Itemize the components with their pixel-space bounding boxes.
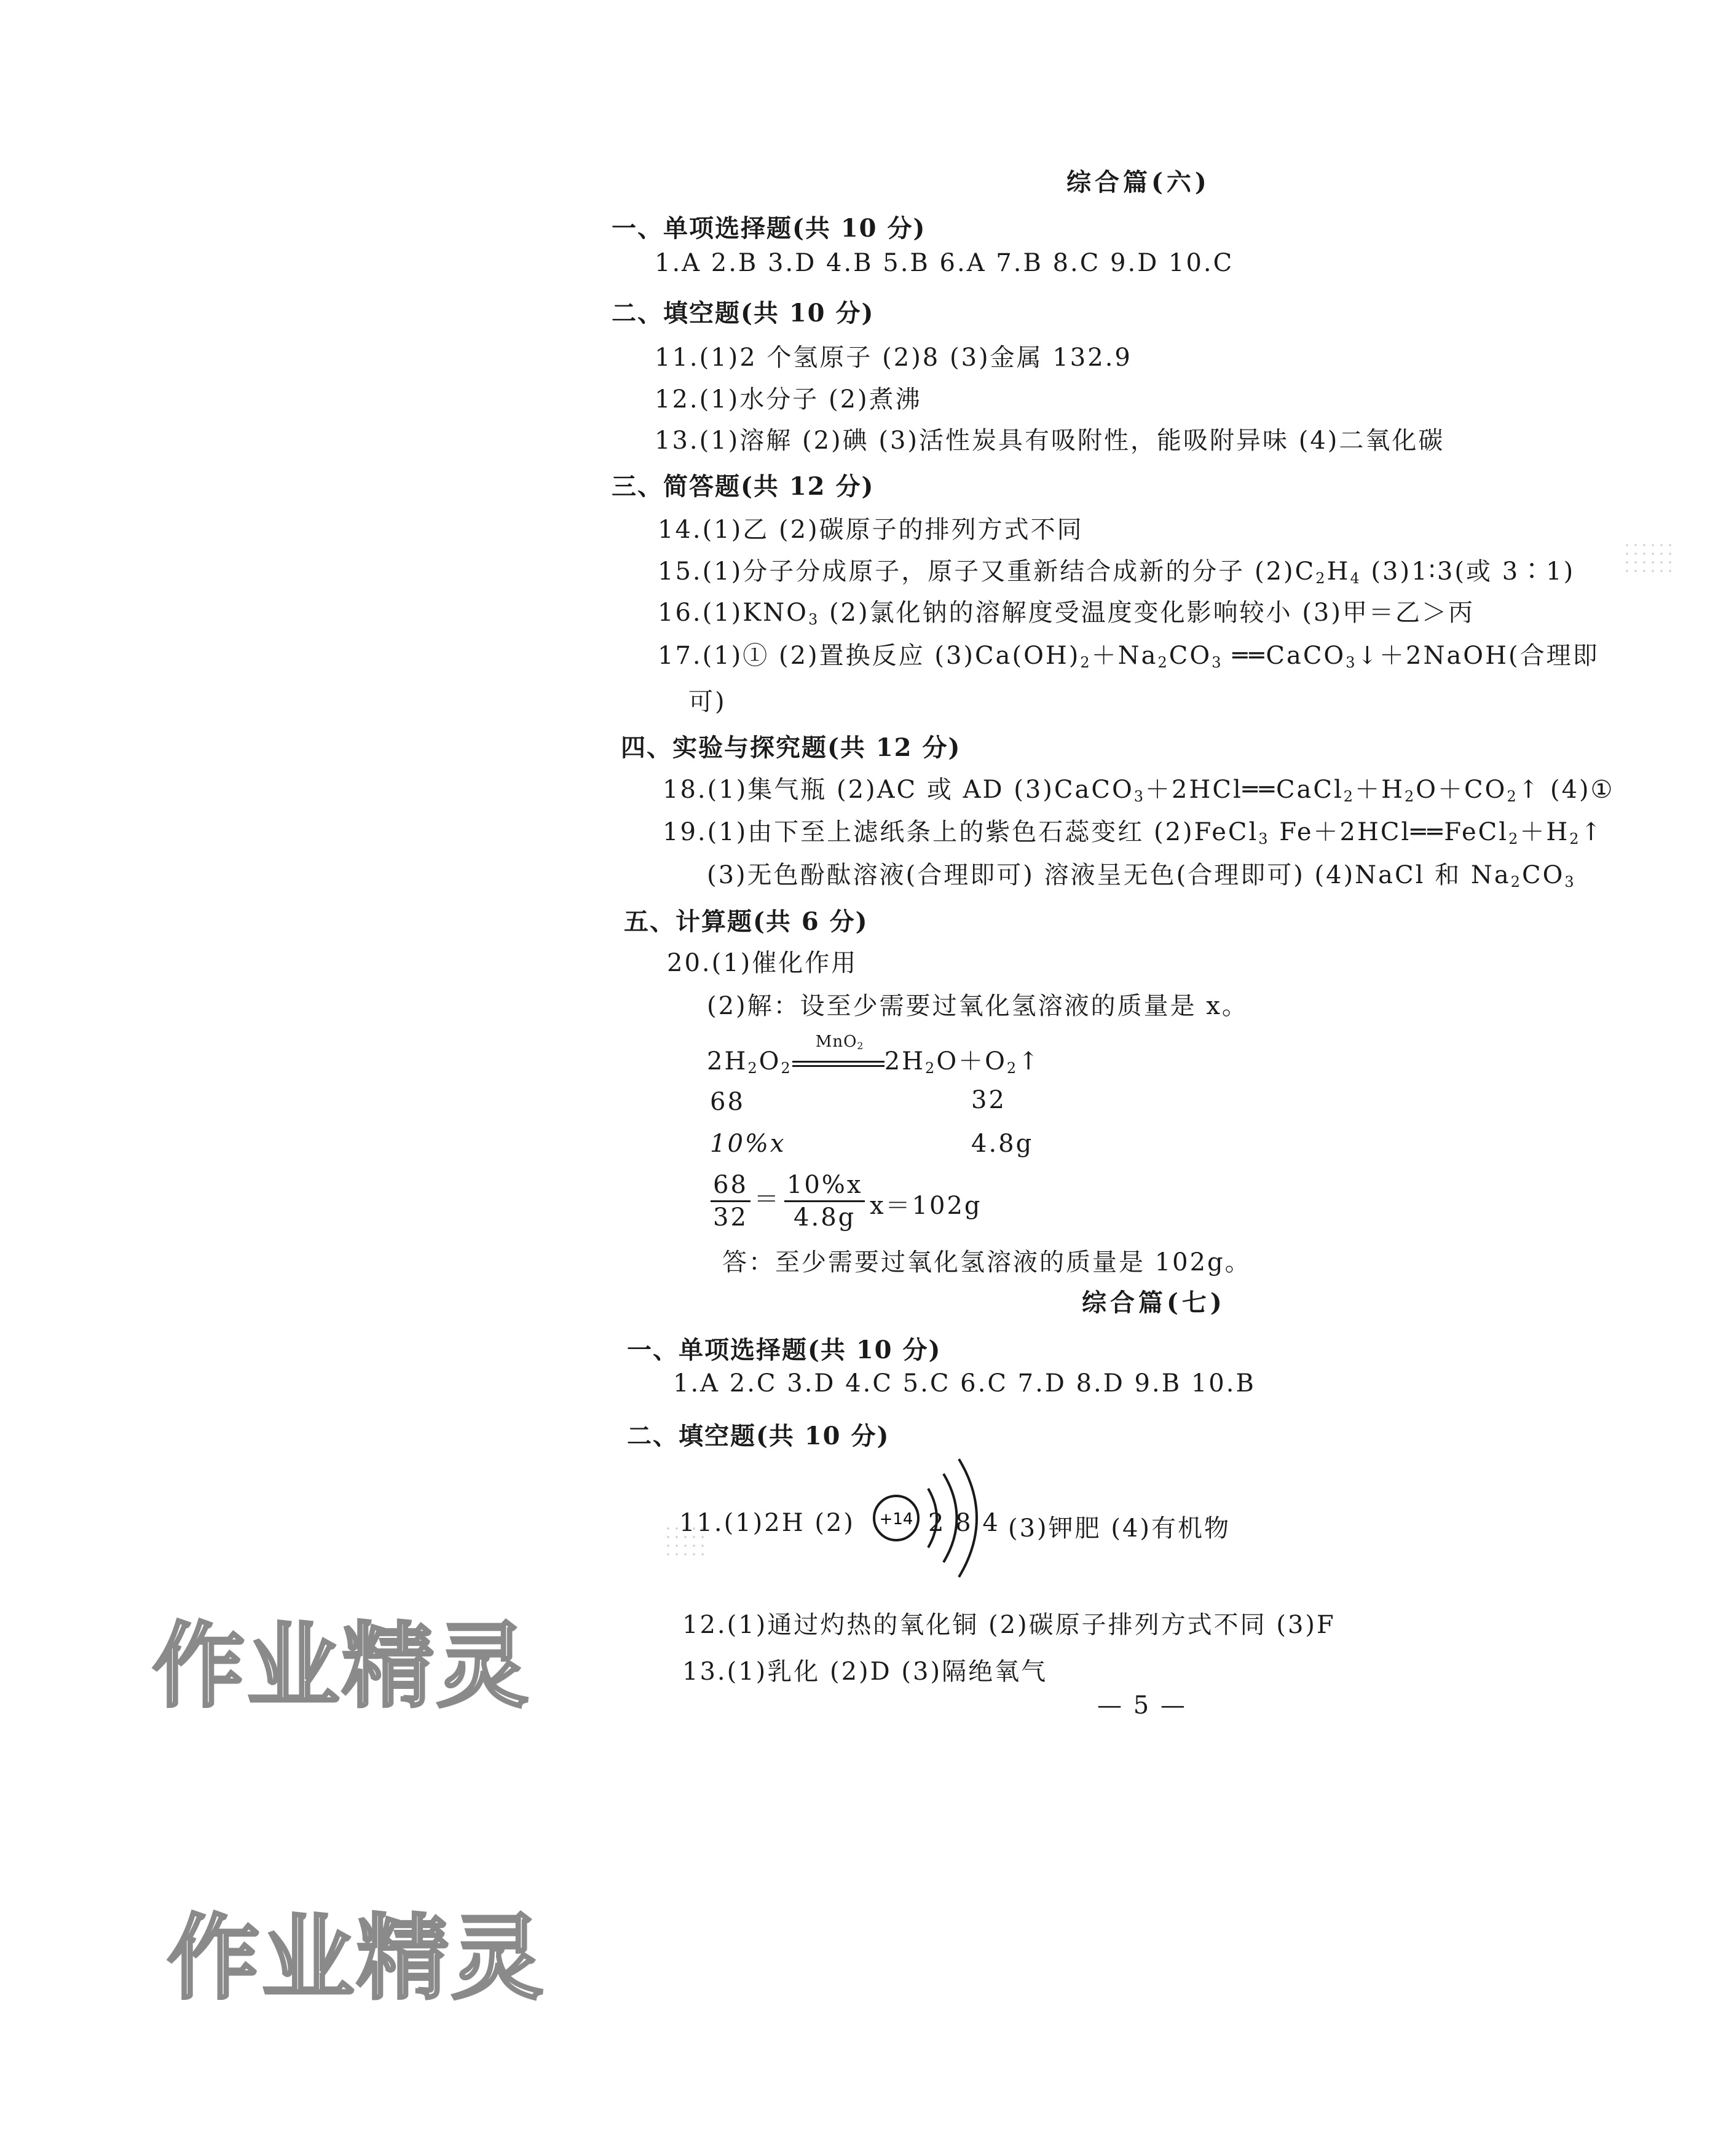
q16: $16.(1)KNO_3$ (2)氯化钠的溶解度受温度变化影响较小 (3)甲＝乙＞丙 <box>658 599 1475 628</box>
fraction-2: $\frac{10\%x}{4.8g}$ <box>784 1171 865 1232</box>
s7-q12: 12.(1)通过灼热的氧化铜 (2)碳原子排列方式不同 (3)F <box>682 1611 1336 1639</box>
page-number: — 5 — <box>1097 1691 1187 1720</box>
q16-part-b: (2)氯化钠的溶解度受温度变化影响较小 (3)甲＝乙＞丙 <box>819 599 1475 627</box>
q12: 12.(1)水分子 (2)煮沸 <box>655 385 922 414</box>
eq-arrow <box>792 1033 885 1069</box>
watermark-logo: 作业精灵 <box>167 1905 546 2012</box>
seven-part1-heading: 一、单项选择题(共 10 分) <box>627 1336 942 1364</box>
equation-double-line <box>792 1061 885 1067</box>
q19-part-d: ↑ <box>1580 818 1604 846</box>
q19-part-c: ＋H <box>1519 818 1570 846</box>
six-part1-heading: 一、单项选择题(共 10 分) <box>612 214 926 243</box>
six-part5-heading: 五、计算题(共 6 分) <box>624 907 869 936</box>
q19: 19.(1)由下至上滤纸条上的紫色石蕊变红 (2)FeCl$_3$ $Fe+2HCl══FeCl_2+H_2↑$ <box>663 818 1604 848</box>
eq-product-rest: O＋O <box>936 1047 1007 1076</box>
q19-part-b: Fe＋2HCl══FeCl <box>1269 818 1509 846</box>
q20-part1: 20.(1)催化作用 <box>667 949 858 977</box>
reaction-equation: $2H_2O_2$ MnO$_2$ $2H_2O+O_2↑$ <box>707 1033 1041 1077</box>
section-six-title: 综合篇(六) <box>1066 168 1210 197</box>
s7-q11 <box>679 1509 855 1537</box>
q18-part-c: ＋H <box>1355 776 1405 804</box>
six-part3-heading: 三、简答题(共 12 分) <box>612 472 875 501</box>
q17-part-c: CO <box>1168 642 1212 670</box>
q19-line2-part-b: CO <box>1521 861 1565 889</box>
s7-q13: 13.(1)乳化 (2)D (3)隔绝氧气 <box>682 1658 1048 1686</box>
six-part2-heading: 二、填空题(共 10 分) <box>612 299 875 328</box>
q19-line2-part-a: (3)无色酚酞溶液(合理即可) 溶液呈无色(合理即可) (4)NaCl 和 Na <box>707 861 1511 889</box>
q17-continued: 可) <box>688 688 727 716</box>
catalyst-label: MnO$_2$ <box>815 1033 864 1052</box>
q18-part-b: ＋2HCl══CaCl <box>1145 776 1344 804</box>
q15-part-a: 15.(1)分子分成原子，原子又重新结合成新的分子 (2)C <box>658 557 1316 586</box>
q15-part-b: H <box>1326 557 1350 586</box>
watermark-logo: 作业精灵 <box>152 1613 532 1720</box>
q18: 18.(1)集气瓶 (2)AC 或 AD $(3)CaCO_3+2HCl══CaCl_2+H_2O+CO_2↑$ (4)① <box>663 776 1615 805</box>
q20-part2: (2)解：设至少需要过氧化氢溶液的质量是 x。 <box>707 992 1248 1020</box>
q18-part-e: ↑ (4)① <box>1518 776 1615 804</box>
q11: 11.(1)2 个氢原子 (2)8 (3)金属 132.9 <box>655 344 1132 372</box>
seven-part2-heading: 二、填空题(共 10 分) <box>627 1422 890 1450</box>
seven-part1-answers: 1.A 2.C 3.D 4.C 5.C 6.C 7.D 8.D 9.B 10.B <box>673 1369 1256 1398</box>
q15: 15.(1)分子分成原子，原子又重新结合成新的分子 $(2)C_2H_4$ (3)1∶3(或 3∶1) <box>658 557 1575 587</box>
actual-mass-left: 10%x <box>710 1130 786 1158</box>
q13: 13.(1)溶解 (2)碘 (3)活性炭具有吸附性，能吸附异味 (4)二氧化碳 <box>655 427 1445 455</box>
eq-gas-arrow: ↑ <box>1018 1047 1041 1076</box>
q17-part-b: ＋Na <box>1091 642 1158 670</box>
six-part1-answers: 1.A 2.B 3.D 4.B 5.B 6.A 7.B 8.C 9.D 10.C <box>655 249 1234 277</box>
q14: 14.(1)乙 (2)碳原子的排列方式不同 <box>658 516 1084 544</box>
nucleus-charge: +14 <box>879 1510 913 1528</box>
eq-product: 2H <box>884 1047 926 1076</box>
x-result: x＝102g <box>870 1192 982 1220</box>
eq-reactant: 2H <box>707 1047 748 1076</box>
six-part4-heading: 四、实验与探究题(共 12 分) <box>621 733 961 762</box>
q16-part-a: 16.(1)KNO <box>658 599 808 627</box>
s7-q11-rest: (3)钾肥 (4)有机物 <box>1008 1514 1231 1543</box>
actual-mass-right: 4.8g <box>971 1130 1034 1158</box>
q17-part-e: ↓＋2NaOH(合理即 <box>1357 642 1599 670</box>
q15-part-c: (3)1∶3(或 3∶1) <box>1361 557 1575 586</box>
q18-part-d: O＋CO <box>1416 776 1507 804</box>
fraction-1: $\frac{68}{32}$ <box>711 1171 751 1232</box>
q17-part-a: 17.(1)① (2)置换反应 (3)Ca(OH) <box>658 642 1081 670</box>
proportion-equation <box>707 1171 869 1232</box>
mass-ratio-left: 68 <box>710 1088 745 1116</box>
final-answer: 答：至少需要过氧化氢溶液的质量是 102g。 <box>722 1248 1251 1277</box>
mass-ratio-right: 32 <box>971 1086 1006 1114</box>
q19-part-a: 19.(1)由下至上滤纸条上的紫色石蕊变红 (2)FeCl <box>663 818 1259 846</box>
q17-part-d: ══CaCO <box>1223 642 1346 670</box>
section-seven-title: 综合篇(七) <box>1082 1288 1226 1317</box>
fraction-equals: ＝ <box>754 1185 781 1214</box>
electron-counts: 2 8 4 <box>928 1509 1000 1537</box>
scan-noise <box>1623 541 1672 578</box>
eq-reactant-o: O <box>758 1047 781 1076</box>
q17: 17.(1)① (2)置换反应 $(3)Ca(OH)_2+Na_2CO_3$ ══CaCO$_3$↓＋2NaOH(合理即 <box>658 642 1599 671</box>
q18-part-a: 18.(1)集气瓶 (2)AC 或 AD (3)CaCO <box>663 776 1134 804</box>
q19-line2: (3)无色酚酞溶液(合理即可) 溶液呈无色(合理即可) (4)NaCl 和 $Na_2CO_3$ <box>707 861 1576 891</box>
s7-q11-part-a: 11.(1)2H (2) <box>679 1509 855 1537</box>
